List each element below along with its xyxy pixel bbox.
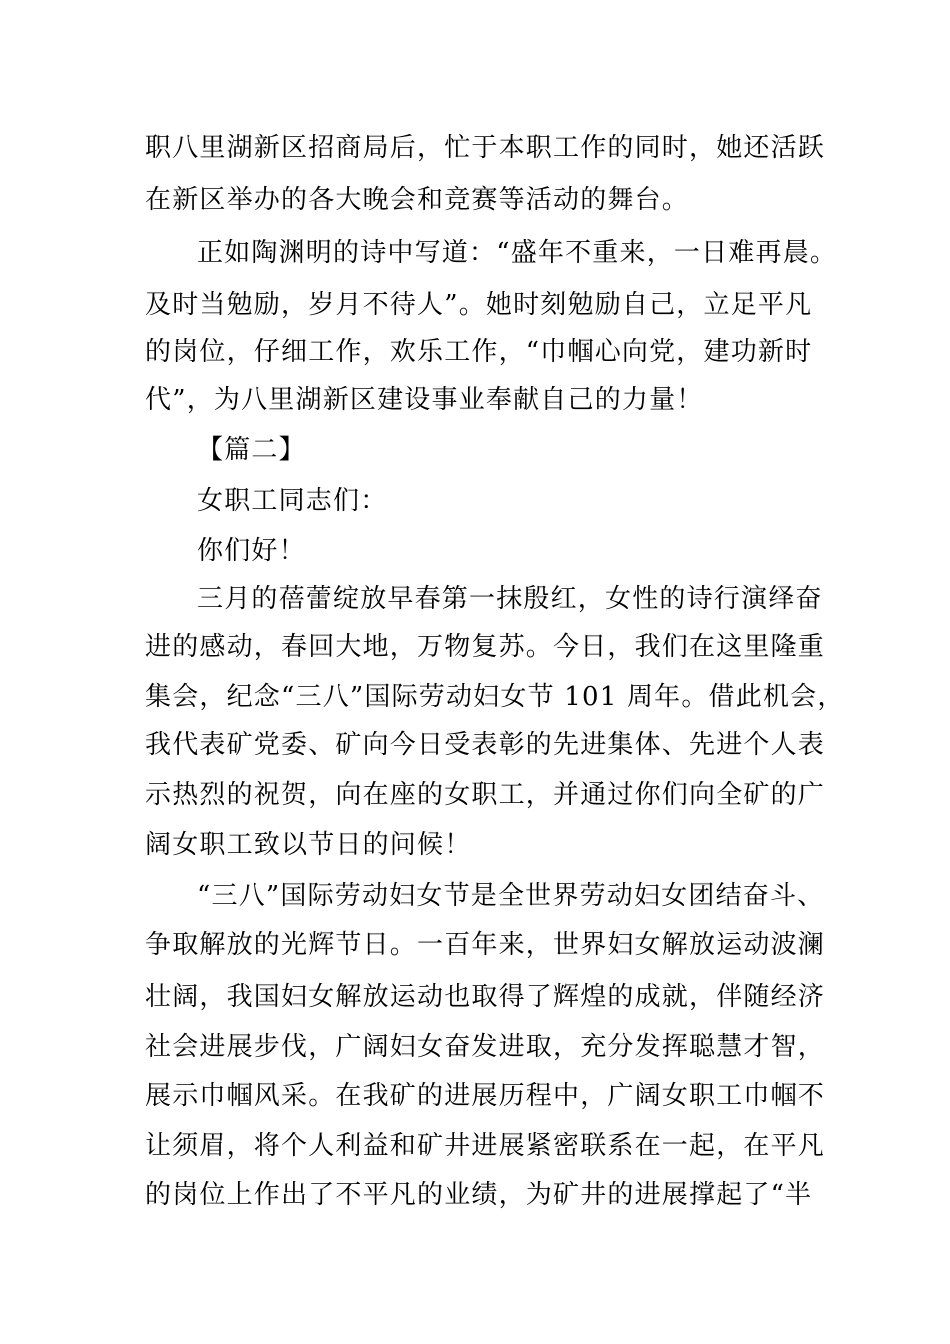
greeting: 你们好！ [197, 536, 306, 566]
text-line: 的岗位上作出了不平凡的业绩，为矿井的进展撑起了“半 [145, 1180, 813, 1210]
salutation: 女职工同志们： [197, 486, 388, 516]
text-line: 展示巾帼风采。在我矿的进展历程中，广阔女职工巾帼不 [145, 1081, 826, 1111]
text-line: 在新区举办的各大晚会和竞赛等活动的舞台。 [145, 185, 690, 215]
text-line: 的岗位，仔细工作，欢乐工作，“巾帼心向党，建功新时 [145, 337, 813, 367]
text-line: 代”，为八里湖新区建设事业奉献自己的力量！ [145, 385, 704, 415]
text-line: 争取解放的光辉节日。一百年来，世界妇女解放运动波澜 [145, 930, 826, 960]
text-line: 让须眉，将个人利益和矿井进展紧密联系在一起，在平凡 [145, 1131, 826, 1161]
text-line: 职八里湖新区招商局后，忙于本职工作的同时，她还活跃 [145, 133, 826, 163]
text-line: 及时当勉励，岁月不待人”。她时刻勉励自己，立足平凡 [145, 290, 813, 320]
text-line: 进的感动，春回大地，万物复苏。今日，我们在这里隆重 [145, 632, 826, 662]
text-line: 示热烈的祝贺，向在座的女职工，并通过你们向全矿的广 [145, 780, 826, 810]
text-line: 集会，纪念“三八”国际劳动妇女节 101 周年。借此机会， [145, 682, 845, 712]
text-line: 三月的蓓蕾绽放早春第一抹殷红，女性的诗行演绎奋 [197, 584, 823, 614]
text-line: 正如陶渊明的诗中写道：“盛年不重来，一日难再晨。 [197, 238, 838, 268]
text-line: “三八”国际劳动妇女节是全世界劳动妇女团结奋斗、 [197, 881, 825, 911]
section-heading: 【篇二】 [197, 435, 306, 465]
text-line: 阔女职工致以节日的问候！ [145, 830, 472, 860]
text-line: 壮阔，我国妇女解放运动也取得了辉煌的成就，伴随经济 [145, 982, 826, 1012]
text-line: 社会进展步伐，广阔妇女奋发进取，充分发挥聪慧才智， [145, 1032, 826, 1062]
text-line: 我代表矿党委、矿向今日受表彰的先进集体、先进个人表 [145, 730, 826, 760]
